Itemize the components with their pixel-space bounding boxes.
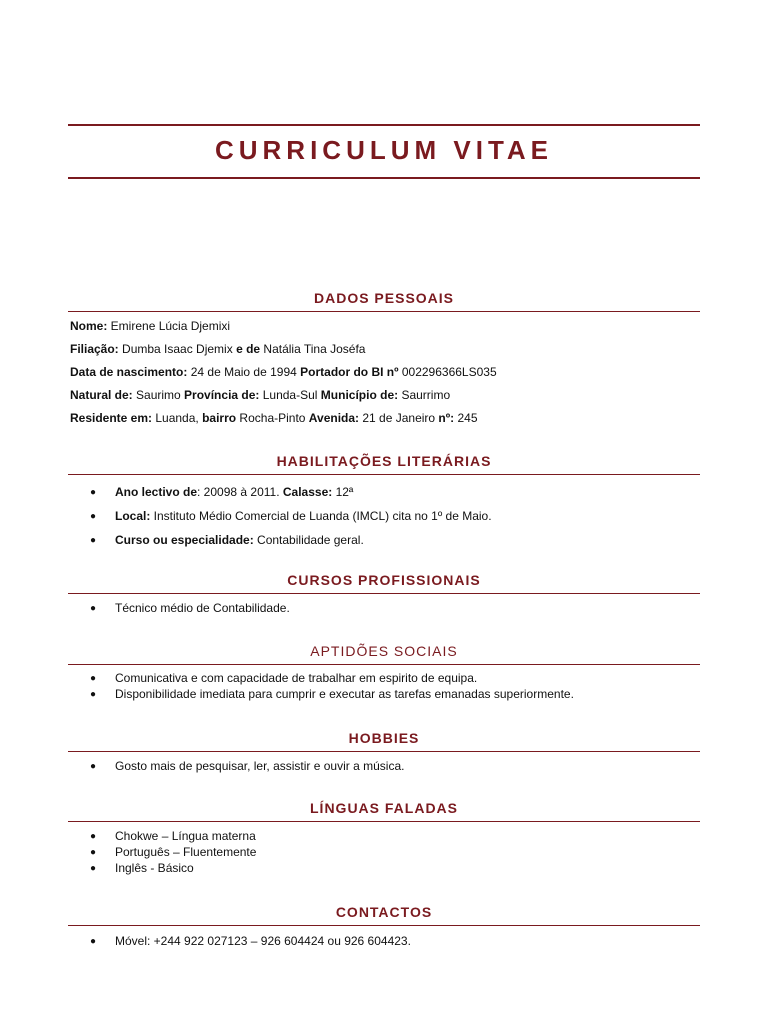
list-item <box>68 759 700 775</box>
field-value: Rocha-Pinto <box>236 411 309 425</box>
list-item <box>68 845 700 861</box>
filiacao-line <box>68 342 700 365</box>
field-label: Portador do BI nº <box>300 365 399 379</box>
bullet-icon: ● <box>90 689 97 700</box>
list-item-text: Português – Fluentemente <box>115 845 257 859</box>
field-value: Instituto Médio Comercial de Luanda (IMCL) cita no 1º de Maio. <box>150 509 492 523</box>
list-item <box>68 934 700 950</box>
list-item-text: Gosto mais de pesquisar, ler, assistir e ouvir a música. <box>115 759 405 773</box>
linguas-list <box>68 829 700 877</box>
section-heading: APTIDÕES SOCIAIS <box>68 641 700 665</box>
list-item <box>68 829 700 845</box>
field-value: 245 <box>454 411 478 425</box>
bullet-icon: ● <box>90 511 97 522</box>
aptidoes-list <box>68 671 700 703</box>
bullet-icon: ● <box>90 831 97 842</box>
field-value: Lunda-Sul <box>259 388 321 402</box>
section-contactos <box>68 902 700 950</box>
section-heading: CONTACTOS <box>68 902 700 926</box>
section-heading: DADOS PESSOAIS <box>68 288 700 312</box>
field-label: e de <box>236 342 261 356</box>
list-item <box>68 687 700 703</box>
residente-line <box>68 411 700 434</box>
bullet-icon: ● <box>90 535 97 546</box>
field-label: bairro <box>202 411 237 425</box>
field-value: Dumba Isaac Djemix <box>118 342 237 356</box>
cursos-list <box>68 601 700 617</box>
hobbies-list <box>68 759 700 775</box>
field-value: Saurimo <box>132 388 185 402</box>
field-label: Nome: <box>70 319 108 333</box>
nascimento-line <box>68 365 700 388</box>
field-value: Natália Tina Joséfa <box>260 342 366 356</box>
bullet-icon: ● <box>90 673 97 684</box>
list-item <box>68 533 700 557</box>
field-label: Avenida: <box>308 411 360 425</box>
section-heading: LÍNGUAS FALADAS <box>68 798 700 822</box>
field-label: Data de nascimento: <box>70 365 188 379</box>
list-item-text: Comunicativa e com capacidade de trabalhar em espirito de equipa. <box>115 671 478 685</box>
list-item <box>68 671 700 687</box>
cv-page <box>68 0 700 1024</box>
bullet-icon: ● <box>90 487 97 498</box>
field-label: Natural de: <box>70 388 133 402</box>
field-label: nº: <box>438 411 455 425</box>
section-aptidoes-sociais <box>68 641 700 703</box>
section-heading: HABILITAÇÕES LITERÁRIAS <box>68 451 700 475</box>
field-label: Filiação: <box>70 342 119 356</box>
section-heading: HOBBIES <box>68 728 700 752</box>
contactos-list <box>68 934 700 950</box>
bullet-icon: ● <box>90 863 97 874</box>
field-label: Residente em: <box>70 411 153 425</box>
bullet-icon: ● <box>90 936 97 947</box>
list-item <box>68 509 700 533</box>
field-value: Contabilidade geral. <box>253 533 364 547</box>
field-value: 12ª <box>332 485 354 499</box>
field-label: Calasse: <box>282 485 333 499</box>
field-value: Emirene Lúcia Djemixi <box>107 319 231 333</box>
field-label: Curso ou especialidade: <box>115 533 254 547</box>
bullet-icon: ● <box>90 847 97 858</box>
list-item-text: Inglês - Básico <box>115 861 194 875</box>
document-title: CURRICULUM VITAE <box>214 135 554 165</box>
list-item-text: Móvel: +244 922 027123 – 926 604424 ou 926 604423. <box>115 934 411 948</box>
list-item <box>68 861 700 877</box>
section-habilitacoes <box>68 451 700 557</box>
natural-line <box>68 388 700 411</box>
bullet-icon: ● <box>90 761 97 772</box>
field-value: Luanda, <box>152 411 203 425</box>
field-value: 002296366LS035 <box>398 365 497 379</box>
field-value: 21 de Janeiro <box>359 411 439 425</box>
bullet-icon: ● <box>90 603 97 614</box>
list-item-text: Disponibilidade imediata para cumprir e executar as tarefas emanadas superiormente. <box>115 687 574 701</box>
list-item <box>68 485 700 509</box>
list-item-text: Técnico médio de Contabilidade. <box>115 601 290 615</box>
field-value: 24 de Maio de 1994 <box>187 365 301 379</box>
field-label: Ano lectivo de <box>115 485 198 499</box>
field-value: Saurrimo <box>398 388 451 402</box>
section-dados-pessoais <box>68 288 700 434</box>
field-label: Local: <box>115 509 151 523</box>
field-label: Província de: <box>184 388 260 402</box>
section-linguas-faladas <box>68 798 700 877</box>
section-cursos-profissionais <box>68 570 700 617</box>
list-item <box>68 601 700 617</box>
list-item-text: Chokwe – Língua materna <box>115 829 256 843</box>
title-block <box>68 124 700 179</box>
habilitacoes-list <box>68 485 700 557</box>
nome-line <box>68 319 700 342</box>
section-heading: CURSOS PROFISSIONAIS <box>68 570 700 594</box>
field-label: Município de: <box>320 388 399 402</box>
field-value: : 20098 à 2011. <box>197 485 283 499</box>
section-hobbies <box>68 728 700 775</box>
